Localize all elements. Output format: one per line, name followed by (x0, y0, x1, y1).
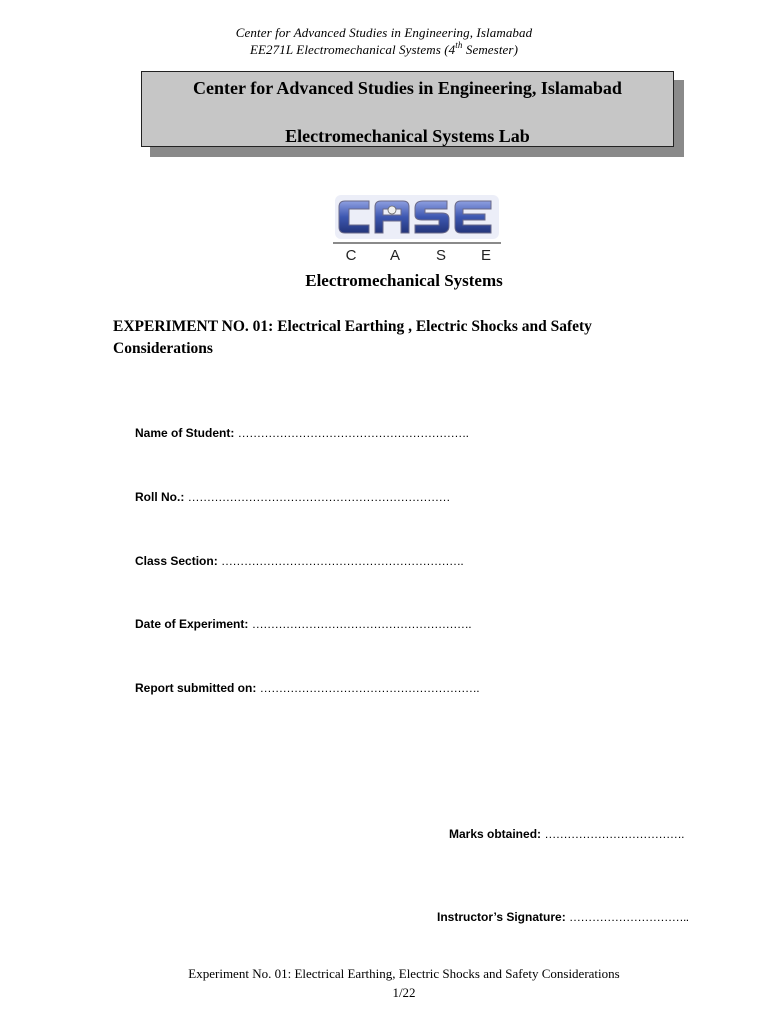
instructor-signature-label: Instructor’s Signature: (437, 910, 570, 924)
page-header-line1: Center for Advanced Studies in Engineering, Islamabad (235, 25, 533, 40)
student-name-field (135, 425, 468, 441)
roll-no-label: Roll No.: (135, 490, 188, 504)
page-header-semester: Semester) (462, 42, 519, 57)
student-name-label: Name of Student: (135, 426, 238, 440)
page-footer: Experiment No. 01: Electrical Earthing, Electric Shocks and Safety Considerations (188, 966, 620, 981)
marks-obtained-field (449, 826, 684, 842)
experiment-name: : Electrical Earthing , Electric Shocks and Safety Considerations (113, 318, 592, 357)
report-submitted-field (135, 680, 479, 696)
logo-letter-a: A (389, 247, 401, 263)
class-section-label: Class Section: (135, 554, 222, 568)
date-of-experiment-blank: …………………………………………………. (251, 617, 472, 631)
date-of-experiment-label: Date of Experiment: (135, 617, 252, 631)
marks-obtained-label: Marks obtained: (449, 827, 545, 841)
page-header-course: EE271L Electromechanical Systems (4 (249, 42, 456, 57)
title-box (141, 71, 674, 147)
student-name-blank: ……………………………………………………. (237, 426, 469, 440)
logo-letter-s: S (435, 247, 447, 263)
class-section-blank: ………………………………………………………. (221, 554, 464, 568)
date-of-experiment-field (135, 616, 471, 632)
experiment-title (113, 316, 673, 360)
report-submitted-label: Report submitted on: (135, 681, 260, 695)
roll-no-field (135, 489, 450, 505)
class-section-field (135, 553, 463, 569)
document-title: Electromechanical Systems (305, 271, 503, 290)
institute-title: Center for Advanced Studies in Engineering, Islamabad (193, 78, 622, 98)
instructor-signature-field (437, 909, 689, 925)
instructor-signature-blank: ………………………….. (569, 910, 689, 924)
logo-letter-e: E (480, 247, 492, 263)
page-number: 1/22 (392, 985, 416, 1000)
experiment-number: EXPERIMENT NO. 01 (113, 318, 269, 335)
report-submitted-blank: …………………………………………………. (259, 681, 480, 695)
case-logo-graphic (331, 189, 503, 263)
lab-title: Electromechanical Systems Lab (285, 126, 530, 146)
marks-obtained-blank: ………………………………. (544, 827, 684, 841)
page-header-superscript: th (455, 39, 463, 50)
page-header-line2 (0, 41, 768, 58)
roll-no-blank: …………………………………………………………… (187, 490, 450, 504)
case-logo (331, 189, 503, 263)
logo-letter-c: C (345, 247, 357, 263)
